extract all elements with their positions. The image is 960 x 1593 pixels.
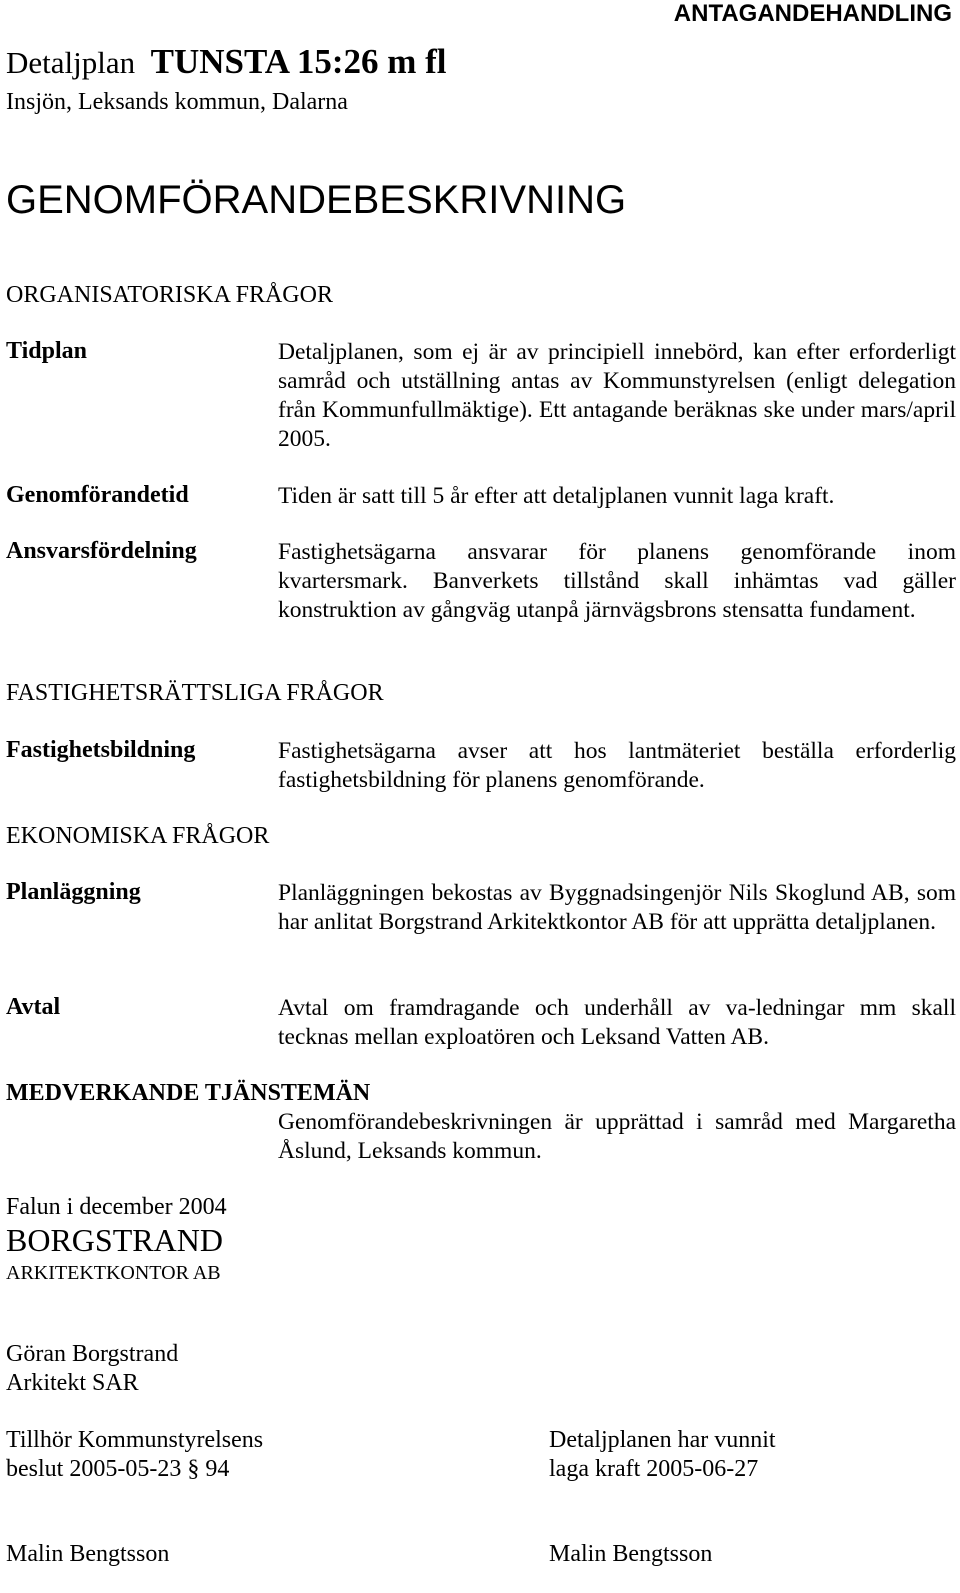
text-fastighetsbildning: Fastighetsägarna avser att hos lantmäteriet beställa erforderlig fastighetsbildning för planens genomförande. [278,738,956,793]
left-note-line-1: Tillhör Kommunstyrelsens [6,1427,264,1453]
left-signature-name: Malin Bengtsson [6,1541,170,1567]
plan-title-name: TUNSTA 15:26 m fl [150,42,447,81]
label-tidplan: Tidplan [6,338,87,364]
right-signature-name: Malin Bengtsson [549,1541,713,1567]
section-heading-medverkande: MEDVERKANDE TJÄNSTEMÄN [6,1080,371,1106]
right-note-line-2: laga kraft 2005-06-27 [549,1456,759,1482]
text-avtal: Avtal om framdragande och underhåll av va-ledningar mm skall tecknas mellan exploatören och Leksand Vatten AB. [278,995,956,1050]
text-planlaggning: Planläggningen bekostas av Byggnadsingenjör Nils Skoglund AB, som har anlitat Borgstrand Arkitektkontor AB för att upprätta detaljplanen. [278,880,956,935]
document-type-heading: GENOMFÖRANDEBESKRIVNING [6,178,627,222]
label-genomforandetid: Genomförandetid [6,482,189,508]
text-ansvarsfordelning: Fastighetsägarna ansvarar för planens genomförande inom kvartersmark. Banverkets tillstånd skall inhämtas vad gäller konstruktion av gångväg utanpå järnvägsbrons stensatta fundament. [278,539,956,623]
label-ansvarsfordelning: Ansvarsfördelning [6,538,197,564]
label-planlaggning: Planläggning [6,879,141,905]
right-note-line-1: Detaljplanen har vunnit [549,1427,776,1453]
firm-subtitle: ARKITEKTKONTOR AB [6,1262,221,1284]
label-avtal: Avtal [6,994,61,1020]
label-fastighetsbildning: Fastighetsbildning [6,737,196,763]
section-heading-fastighetsrattsliga: FASTIGHETSRÄTTSLIGA FRÅGOR [6,680,384,706]
text-genomforandetid: Tiden är satt till 5 år efter att detaljplanen vunnit laga kraft. [278,483,835,509]
firm-name: BORGSTRAND [6,1222,223,1258]
section-heading-ekonomiska: EKONOMISKA FRÅGOR [6,823,270,849]
signer-title: Arkitekt SAR [6,1370,139,1396]
plan-title-prefix: Detaljplan [6,45,136,80]
text-tidplan: Detaljplanen, som ej är av principiell innebörd, kan efter erforderligt samråd och utställning antas av Kommunstyrelsen (enligt delegation från Kommunfullmäktige). Ett antagande beräknas ske under mars/april 2005. [278,339,956,452]
document-status: ANTAGANDEHANDLING [673,0,952,27]
plan-title [6,42,447,82]
section-heading-organisatoriska: ORGANISATORISKA FRÅGOR [6,282,333,308]
signer-name: Göran Borgstrand [6,1341,179,1367]
place-date: Falun i december 2004 [6,1194,227,1220]
text-medverkande: Genomförandebeskrivningen är upprättad i samråd med Margaretha Åslund, Leksands kommun. [278,1109,956,1164]
plan-location: Insjön, Leksands kommun, Dalarna [6,89,348,115]
left-note-line-2: beslut 2005-05-23 § 94 [6,1456,230,1482]
